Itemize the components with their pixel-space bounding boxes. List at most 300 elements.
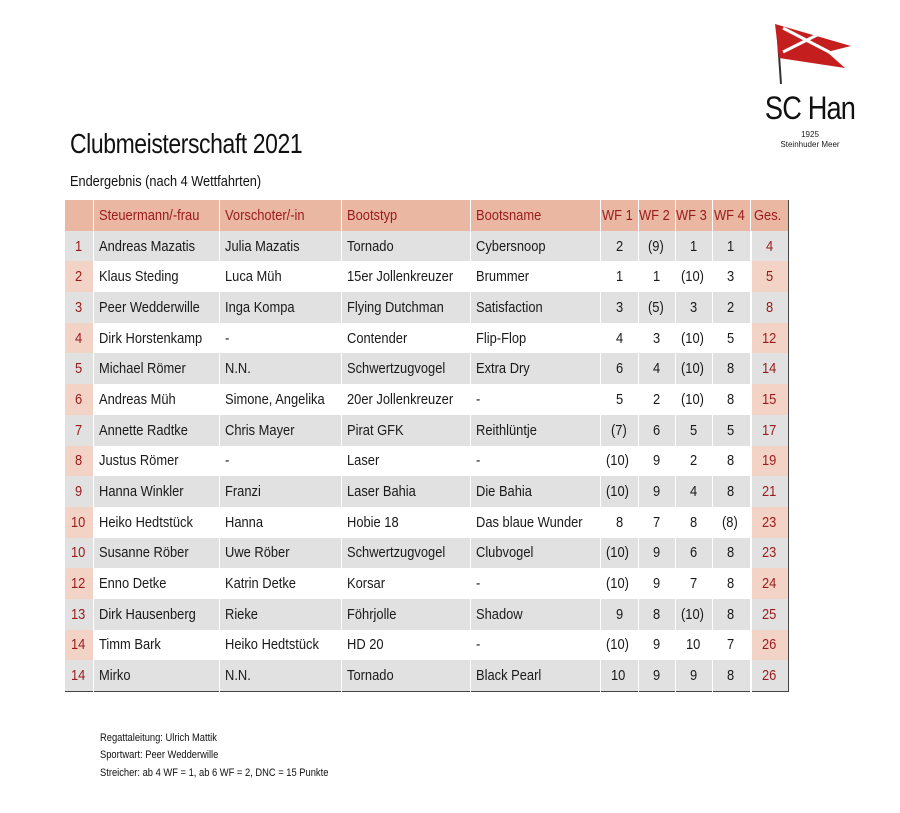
cell-race-1-value: (10) [606,544,630,562]
cell-boat-name [471,353,601,384]
cell-race-3-value: 1 [690,237,698,255]
cell-race-4 [713,231,751,262]
header-race-3-label: WF 3 [676,206,708,224]
cell-race-2 [639,292,676,323]
cell-race-3-value: 9 [690,667,698,685]
cell-race-2-value: 6 [653,421,661,439]
cell-boat-name-value: Black Pearl [476,667,542,685]
cell-boat-name-value: Die Bahia [476,483,533,501]
cell-total [751,660,789,691]
cell-rank-value: 4 [74,329,83,347]
cell-skipper-value: Heiko Hedtstück [99,513,193,531]
table-row [65,415,789,446]
cell-crew-value: N.N. [225,667,251,685]
header-race-4-label: WF 4 [713,206,745,224]
cell-race-3 [676,599,713,630]
table-row [65,446,789,477]
cell-boat-name-value: - [476,575,481,593]
cell-rank-value: 9 [74,483,83,501]
cell-boat-name [471,599,601,630]
cell-boat-type [341,353,470,384]
cell-boat-name [471,507,601,538]
cell-boat-type-value: Schwertzugvogel [346,360,446,378]
cell-rank-value: 12 [70,575,86,593]
cell-skipper-value: Michael Römer [99,360,186,378]
cell-race-3 [676,415,713,446]
cell-race-3 [676,538,713,569]
cell-total-value: 24 [761,575,777,593]
cell-race-3-value: 6 [690,544,698,562]
cell-race-2 [639,507,676,538]
cell-rank [65,415,94,446]
cell-race-3-value: 3 [690,298,698,316]
cell-rank [65,630,94,661]
cell-rank-value: 7 [74,421,83,439]
cell-total [751,599,789,630]
cell-boat-name-value: - [476,636,481,654]
cell-race-2 [639,261,676,292]
header-race-4 [713,200,751,231]
table-row [65,660,789,691]
cell-race-1-value: 10 [611,667,626,685]
cell-total-value: 21 [761,483,777,501]
cell-rank [65,568,94,599]
cell-race-4 [713,323,751,354]
cell-total-value: 26 [761,636,777,654]
cell-rank [65,599,94,630]
cell-race-3-value: (10) [680,360,704,378]
cell-race-3 [676,292,713,323]
cell-boat-name [471,323,601,354]
cell-skipper-value: Peer Wedderwille [99,298,200,316]
cell-race-1 [601,261,639,292]
header-rank [65,200,94,231]
header-total [751,200,789,231]
cell-skipper [94,292,220,323]
cell-race-2-value: (5) [648,298,664,316]
cell-boat-name [471,660,601,691]
cell-race-2 [639,476,676,507]
cell-race-1-value: 2 [615,237,623,255]
cell-race-3 [676,446,713,477]
cell-crew [220,660,342,691]
cell-total [751,323,789,354]
header-crew [220,200,342,231]
cell-total [751,446,789,477]
cell-boat-type-value: Schwertzugvogel [346,544,446,562]
cell-race-1 [601,415,639,446]
cell-race-2-value: 8 [653,605,661,623]
cell-race-3 [676,231,713,262]
cell-boat-name-value: - [476,390,481,408]
cell-total-value: 17 [761,421,777,439]
cell-race-2 [639,630,676,661]
cell-crew [220,507,342,538]
cell-crew-value: Franzi [225,483,261,501]
cell-total-value: 15 [761,390,777,408]
cell-race-4-value: 1 [727,237,735,255]
cell-boat-type [341,292,470,323]
cell-boat-type [341,261,470,292]
cell-crew-value: - [225,452,230,470]
cell-total-value: 26 [761,667,777,685]
cell-race-4 [713,538,751,569]
cell-race-4 [713,568,751,599]
cell-boat-name-value: Satisfaction [476,298,544,316]
cell-skipper [94,261,220,292]
cell-race-3 [676,476,713,507]
cell-crew [220,538,342,569]
cell-race-2 [639,323,676,354]
cell-rank [65,538,94,569]
cell-boat-type-value: Pirat GFK [346,421,404,439]
cell-race-1 [601,446,639,477]
cell-race-1 [601,384,639,415]
header-skipper [94,200,220,231]
cell-boat-type-value: HD 20 [346,636,384,654]
cell-total-value: 25 [761,605,777,623]
cell-crew [220,446,342,477]
cell-race-4-value: 8 [727,667,735,685]
cell-boat-type-value: Korsar [346,575,385,593]
cell-boat-name-value: Clubvogel [476,544,534,562]
cell-skipper-value: Annette Radtke [99,421,188,439]
cell-race-1-value: 5 [615,390,623,408]
cell-boat-type [341,415,470,446]
cell-race-3 [676,630,713,661]
cell-skipper [94,599,220,630]
cell-crew-value: Katrin Detke [225,575,297,593]
cell-race-4-value: 5 [727,421,735,439]
cell-total [751,568,789,599]
cell-skipper-value: Klaus Steding [99,268,179,286]
cell-race-3 [676,660,713,691]
footer-discard-rules: Streicher: ab 4 WF = 1, ab 6 WF = 2, DNC = 15 Punkte [100,767,329,779]
cell-boat-name [471,568,601,599]
cell-total-value: 14 [761,360,777,378]
table-row [65,476,789,507]
cell-rank [65,292,94,323]
cell-boat-type-value: Flying Dutchman [346,298,444,316]
cell-boat-type [341,446,470,477]
cell-boat-name-value: Extra Dry [476,360,531,378]
cell-boat-name [471,415,601,446]
cell-race-4 [713,353,751,384]
cell-race-2-value: 9 [653,667,661,685]
cell-race-1 [601,568,639,599]
cell-rank [65,323,94,354]
cell-rank [65,446,94,477]
cell-rank [65,231,94,262]
cell-skipper-value: Timm Bark [99,636,161,654]
cell-race-2 [639,660,676,691]
cell-skipper [94,538,220,569]
cell-race-1 [601,507,639,538]
header-boat-type [341,200,470,231]
cell-total-value: 12 [761,329,777,347]
cell-crew-value: Heiko Hedtstück [225,636,319,654]
cell-race-3-value: 5 [690,421,698,439]
cell-rank-value: 1 [74,237,83,255]
cell-rank-value: 10 [70,513,86,531]
cell-race-2-value: 9 [653,636,661,654]
cell-race-3-value: 10 [685,636,701,654]
cell-race-4-value: 8 [727,390,735,408]
cell-race-3 [676,323,713,354]
cell-skipper-value: Andreas Müh [99,390,176,408]
cell-race-2-value: (9) [648,237,664,255]
cell-race-1 [601,630,639,661]
cell-crew [220,323,342,354]
cell-race-4-value: 5 [727,329,735,347]
cell-skipper [94,323,220,354]
cell-boat-type [341,507,470,538]
header-race-1 [601,200,639,231]
cell-race-3 [676,353,713,384]
club-flag-icon [763,18,853,86]
cell-race-4-value: 3 [727,268,735,286]
cell-boat-type-value: 15er Jollenkreuzer [346,268,454,286]
cell-boat-name [471,476,601,507]
cell-race-3 [676,568,713,599]
table-row [65,353,789,384]
cell-total [751,384,789,415]
club-name: SC Han [764,90,856,126]
cell-race-4 [713,415,751,446]
cell-race-4-value: (8) [722,513,739,531]
cell-skipper [94,384,220,415]
results-table [64,200,789,692]
cell-race-1-value: (10) [606,636,630,654]
header-total-label: Ges. [753,206,782,224]
cell-race-2 [639,446,676,477]
header-race-2-label: WF 2 [639,206,671,224]
cell-total [751,630,789,661]
cell-crew [220,261,342,292]
cell-rank [65,384,94,415]
cell-race-2 [639,538,676,569]
cell-crew [220,630,342,661]
cell-boat-name-value: Reithlüntje [476,421,538,439]
table-row [65,538,789,569]
footer-sports-officer: Sportwart: Peer Wedderwille [100,749,219,761]
cell-race-2-value: 2 [653,390,661,408]
cell-boat-type-value: Laser [346,452,380,470]
cell-race-1 [601,353,639,384]
cell-race-4-value: 8 [727,605,735,623]
club-year: 1925 [801,130,819,139]
cell-race-2-value: 4 [653,360,661,378]
cell-boat-type [341,630,470,661]
cell-race-2 [639,384,676,415]
cell-race-4-value: 8 [727,483,735,501]
cell-crew-value: Uwe Röber [225,544,290,562]
header-boat-type-label: Bootstyp [346,206,398,224]
cell-total [751,231,789,262]
cell-race-3-value: (10) [680,390,704,408]
cell-skipper-value: Susanne Röber [99,544,189,562]
cell-boat-type-value: Hobie 18 [346,513,399,531]
cell-crew [220,384,342,415]
cell-boat-type [341,538,470,569]
cell-race-3-value: (10) [680,268,704,286]
table-row [65,384,789,415]
cell-race-4 [713,660,751,691]
cell-skipper-value: Dirk Hausenberg [99,605,196,623]
cell-rank [65,261,94,292]
cell-boat-type-value: Tornado [346,667,394,685]
cell-crew-value: Hanna [225,513,264,531]
cell-rank-value: 13 [70,605,86,623]
cell-crew [220,568,342,599]
table-row [65,630,789,661]
cell-skipper-value: Hanna Winkler [99,483,184,501]
cell-boat-type-value: Contender [346,329,408,347]
cell-crew [220,353,342,384]
cell-boat-name [471,384,601,415]
table-row [65,292,789,323]
table-row [65,323,789,354]
cell-rank-value: 6 [74,390,83,408]
cell-skipper [94,507,220,538]
cell-race-2 [639,568,676,599]
cell-rank-value: 14 [70,667,86,685]
table-header-row [65,200,789,231]
header-crew-label: Vorschoter/-in [225,206,305,224]
table-row [65,261,789,292]
cell-rank [65,660,94,691]
cell-race-1-value: (10) [606,483,630,501]
cell-skipper-value: Mirko [99,667,131,685]
cell-race-2-value: 9 [653,483,661,501]
cell-race-1-value: (10) [606,575,630,593]
cell-boat-name-value: Flip-Flop [476,329,527,347]
cell-race-3 [676,507,713,538]
cell-race-1-value: 8 [615,513,623,531]
cell-crew-value: Luca Müh [225,268,282,286]
cell-race-4 [713,599,751,630]
cell-total [751,507,789,538]
cell-skipper [94,630,220,661]
cell-skipper-value: Dirk Horstenkamp [99,329,203,347]
cell-race-4-value: 2 [727,298,735,316]
cell-race-4 [713,292,751,323]
cell-race-1-value: 4 [615,329,623,347]
cell-race-4-value: 8 [727,575,735,593]
cell-total [751,353,789,384]
cell-race-3 [676,384,713,415]
cell-crew [220,292,342,323]
table-row [65,599,789,630]
cell-race-1-value: 3 [615,298,623,316]
cell-race-2-value: 9 [653,544,661,562]
cell-race-1 [601,599,639,630]
cell-crew [220,599,342,630]
header-race-3 [676,200,713,231]
cell-race-2 [639,353,676,384]
cell-race-3-value: 2 [690,452,698,470]
cell-race-1-value: 9 [615,605,623,623]
cell-race-3-value: (10) [680,605,704,623]
cell-boat-type [341,231,470,262]
cell-boat-name-value: Das blaue Wunder [476,513,583,531]
cell-rank [65,353,94,384]
cell-crew [220,415,342,446]
cell-boat-type [341,323,470,354]
cell-boat-type-value: Tornado [346,237,394,255]
club-logo [755,18,865,158]
cell-race-3-value: 4 [690,483,698,501]
cell-total-value: 19 [761,452,777,470]
cell-boat-type-value: Laser Bahia [346,483,416,501]
cell-race-4 [713,507,751,538]
cell-race-4-value: 8 [727,544,735,562]
cell-race-3 [676,261,713,292]
cell-race-4-value: 7 [727,636,735,654]
cell-crew-value: Julia Mazatis [225,237,300,255]
cell-crew-value: Simone, Angelika [225,390,325,408]
cell-boat-name [471,292,601,323]
cell-boat-name-value: Brummer [476,268,530,286]
header-boat-name [471,200,601,231]
cell-skipper [94,568,220,599]
cell-rank-value: 14 [70,636,86,654]
cell-boat-name-value: - [476,452,481,470]
cell-race-4-value: 8 [727,360,735,378]
cell-boat-type [341,384,470,415]
cell-skipper-value: Justus Römer [99,452,179,470]
cell-total-value: 4 [765,237,774,255]
cell-race-2 [639,231,676,262]
cell-race-1 [601,323,639,354]
cell-race-2-value: 7 [653,513,661,531]
header-race-2 [639,200,676,231]
cell-race-1-value: 6 [615,360,623,378]
cell-crew-value: Rieke [225,605,259,623]
header-skipper-label: Steuermann/-frau [99,206,200,224]
cell-total [751,415,789,446]
cell-skipper-value: Andreas Mazatis [99,237,196,255]
cell-crew [220,476,342,507]
cell-race-4 [713,630,751,661]
cell-total-value: 5 [765,268,774,286]
table-row [65,507,789,538]
cell-rank [65,507,94,538]
cell-skipper [94,415,220,446]
cell-boat-name [471,538,601,569]
cell-skipper [94,353,220,384]
cell-boat-type [341,599,470,630]
cell-boat-name-value: Cybersnoop [476,237,546,255]
club-place: Steinhuder Meer [780,140,840,149]
cell-race-4-value: 8 [727,452,735,470]
cell-skipper [94,231,220,262]
cell-race-1-value: (10) [606,452,630,470]
cell-crew-value: - [225,329,230,347]
cell-rank-value: 2 [74,268,83,286]
footer-race-director: Regattaleitung: Ulrich Mattik [100,732,217,744]
cell-total [751,261,789,292]
cell-race-1 [601,231,639,262]
header-race-1-label: WF 1 [601,206,633,224]
cell-rank-value: 8 [74,452,83,470]
cell-skipper [94,660,220,691]
page-title: Clubmeisterschaft 2021 [70,128,303,159]
page-subtitle: Endergebnis (nach 4 Wettfahrten) [70,173,262,190]
cell-total-value: 23 [761,513,777,531]
cell-crew-value: Chris Mayer [225,421,295,439]
header-boat-name-label: Bootsname [476,206,542,224]
